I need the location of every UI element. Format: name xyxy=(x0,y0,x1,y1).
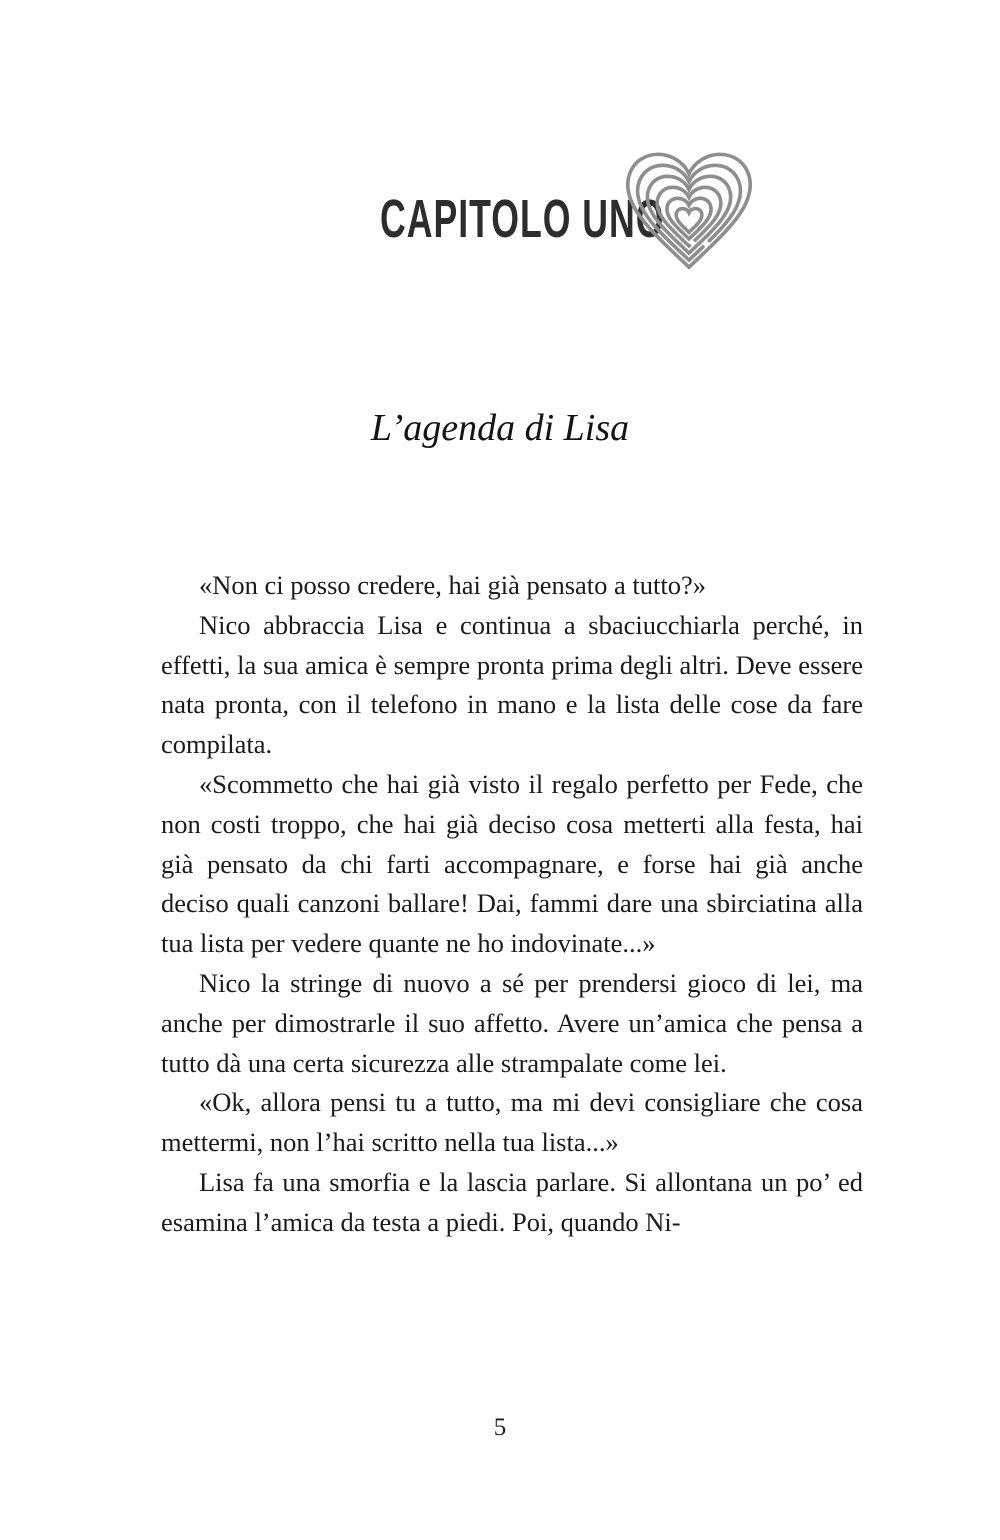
body-paragraph: «Non ci posso credere, hai già pensato a tutto?» xyxy=(199,570,707,600)
body-paragraph: Lisa fa una smorfia e la lascia parlare. Si allontana un po’ ed esamina l’amica da testa a piedi. Poi, quando Ni- xyxy=(161,1166,863,1237)
body-paragraph: «Ok, allora pensi tu a tutto, ma mi devi consigliare che cosa mettermi, non l’hai scritto nella tua lista...» xyxy=(161,1087,863,1158)
heart-icon xyxy=(604,138,774,308)
body-paragraph: «Scommetto che hai già visto il regalo perfetto per Fede, che non costi troppo, che hai già deciso cosa metterti alla festa, hai già pensato da chi farti accompagnare, e forse hai già anche deciso quali canzoni ballare! Dai, fammi dare una sbirciatina alla tua lista per vedere quante ne ho indovinate...» xyxy=(161,768,863,959)
chapter-heading: CAPITOLO UNO xyxy=(380,189,665,249)
body-text xyxy=(161,566,863,1243)
body-paragraph: Nico abbraccia Lisa e continua a sbaciucchiarla perché, in effetti, la sua amica è sempre pronta prima degli altri. Deve essere nata pronta, con il telefono in mano e la lista delle cose da fare compilata. xyxy=(161,609,863,760)
page-number: 5 xyxy=(493,1414,507,1441)
chapter-title: L’agenda di Lisa xyxy=(370,407,630,449)
body-paragraph: Nico la stringe di nuovo a sé per prendersi gioco di lei, ma anche per dimostrarle il suo affetto. Avere un’amica che pensa a tutto dà una certa sicurezza alle strampalate come lei. xyxy=(161,967,863,1078)
